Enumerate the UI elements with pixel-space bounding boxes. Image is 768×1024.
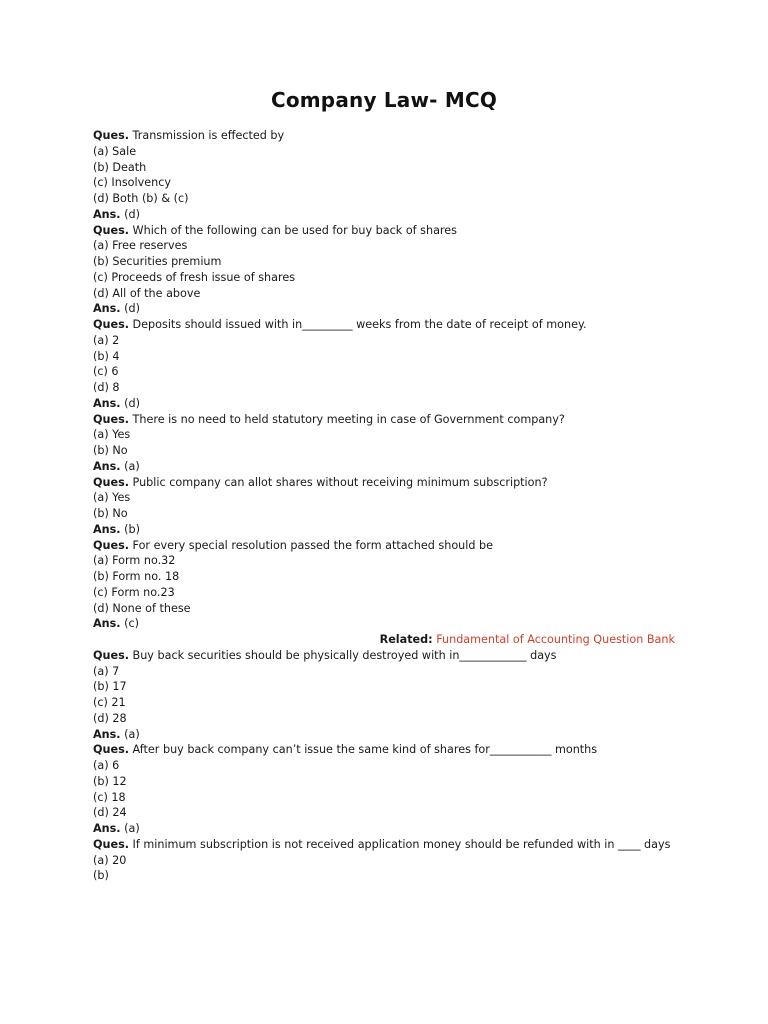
question-line — [93, 317, 693, 333]
question-label: Ques. — [93, 318, 129, 331]
question-label: Ques. — [93, 412, 129, 426]
question-line — [93, 128, 693, 144]
option-line: (c) Proceeds of fresh issue of shares — [93, 270, 296, 284]
option-line: (a) Yes — [93, 428, 131, 442]
question-label: Ques. — [93, 648, 129, 662]
answer-value: (a) — [124, 459, 140, 473]
answer-value: (d) — [124, 302, 140, 316]
answer-value: (d) — [124, 207, 140, 221]
answer-line — [93, 522, 693, 538]
option-line: (d) 24 — [93, 806, 127, 820]
option-line: (a) 7 — [93, 664, 120, 678]
option-line: (b) No — [93, 444, 128, 457]
answer-label: Ans. — [93, 822, 121, 835]
question-text: After buy back company can’t issue the same kind of shares for___________ months — [132, 743, 598, 757]
answer-value: (c) — [124, 617, 139, 631]
option-line: (c) 21 — [93, 696, 126, 709]
question-line — [93, 538, 693, 554]
option-line: (a) 20 — [93, 853, 127, 867]
question-line — [93, 648, 693, 664]
page-title: Company Law- MCQ — [270, 88, 498, 112]
answer-line — [93, 616, 693, 632]
question-label: Ques. — [93, 837, 129, 851]
option-line: (a) Sale — [93, 144, 137, 158]
question-label: Ques. — [93, 743, 129, 757]
option-line: (d) None of these — [93, 601, 191, 615]
question-line — [93, 412, 693, 428]
option-line: (d) All of the above — [93, 286, 201, 300]
answer-line — [93, 396, 693, 412]
question-line — [93, 837, 693, 853]
question-text: Deposits should issued with in_________ weeks from the date of receipt of money. — [132, 318, 587, 331]
option-line: (c) 18 — [93, 790, 126, 804]
question-text: Buy back securities should be physically destroyed with in____________ days — [132, 648, 557, 662]
question-text: Which of the following can be used for buy back of shares — [132, 223, 457, 237]
option-line: (c) Insolvency — [93, 176, 171, 190]
answer-value: (a) — [124, 727, 140, 741]
option-line: (b) Form no. 18 — [93, 570, 180, 583]
answer-line — [93, 301, 693, 317]
question-label: Ques. — [93, 475, 129, 489]
option-line: (b) 4 — [93, 349, 120, 363]
related-label: Related: — [379, 633, 433, 646]
option-line: (c) 6 — [93, 365, 119, 379]
question-text: Public company can allot shares without receiving minimum subscription? — [132, 475, 548, 489]
option-line: (b) 12 — [93, 774, 127, 788]
question-line — [93, 223, 693, 239]
option-line: (d) Both (b) & (c) — [93, 192, 189, 205]
option-line: (a) 2 — [93, 333, 120, 347]
option-line: (a) Free reserves — [93, 239, 188, 253]
answer-label: Ans. — [93, 302, 121, 316]
answer-label: Ans. — [93, 207, 121, 221]
answer-line — [93, 821, 693, 837]
option-line: (d) 8 — [93, 381, 120, 394]
answer-label: Ans. — [93, 522, 121, 536]
answer-value: (b) — [124, 522, 140, 536]
question-label: Ques. — [93, 223, 129, 237]
answer-label: Ans. — [93, 727, 121, 741]
option-line: (b) Death — [93, 160, 147, 174]
option-line: (a) Form no.32 — [93, 554, 176, 568]
answer-label: Ans. — [93, 617, 121, 631]
option-line: (b) Securities premium — [93, 255, 222, 268]
answer-value: (d) — [124, 396, 140, 410]
option-line: (b) — [93, 869, 109, 883]
question-label: Ques. — [93, 538, 129, 552]
mcq-list — [93, 128, 693, 884]
question-label: Ques. — [93, 129, 129, 142]
option-line: (c) Form no.23 — [93, 585, 175, 599]
option-line: (b) No — [93, 507, 128, 520]
option-line: (a) Yes — [93, 491, 131, 505]
question-line — [93, 742, 693, 758]
option-line: (b) 17 — [93, 680, 127, 694]
option-line: (d) 28 — [93, 711, 127, 725]
answer-value: (a) — [124, 822, 140, 835]
question-text: If minimum subscription is not received application money should be refunded with in ____ days — [132, 837, 671, 851]
answer-line — [93, 727, 693, 743]
question-text: For every special resolution passed the form attached should be — [132, 538, 494, 552]
answer-label: Ans. — [93, 459, 121, 473]
answer-line — [93, 207, 693, 223]
question-text: Transmission is effected by — [132, 129, 285, 142]
answer-line — [93, 459, 693, 475]
answer-label: Ans. — [93, 396, 121, 410]
option-line: (a) 6 — [93, 759, 120, 772]
related-link[interactable]: Fundamental of Accounting Question Bank — [436, 633, 675, 646]
question-line — [93, 475, 693, 491]
related-line — [93, 632, 693, 648]
question-text: There is no need to held statutory meeting in case of Government company? — [132, 412, 565, 426]
